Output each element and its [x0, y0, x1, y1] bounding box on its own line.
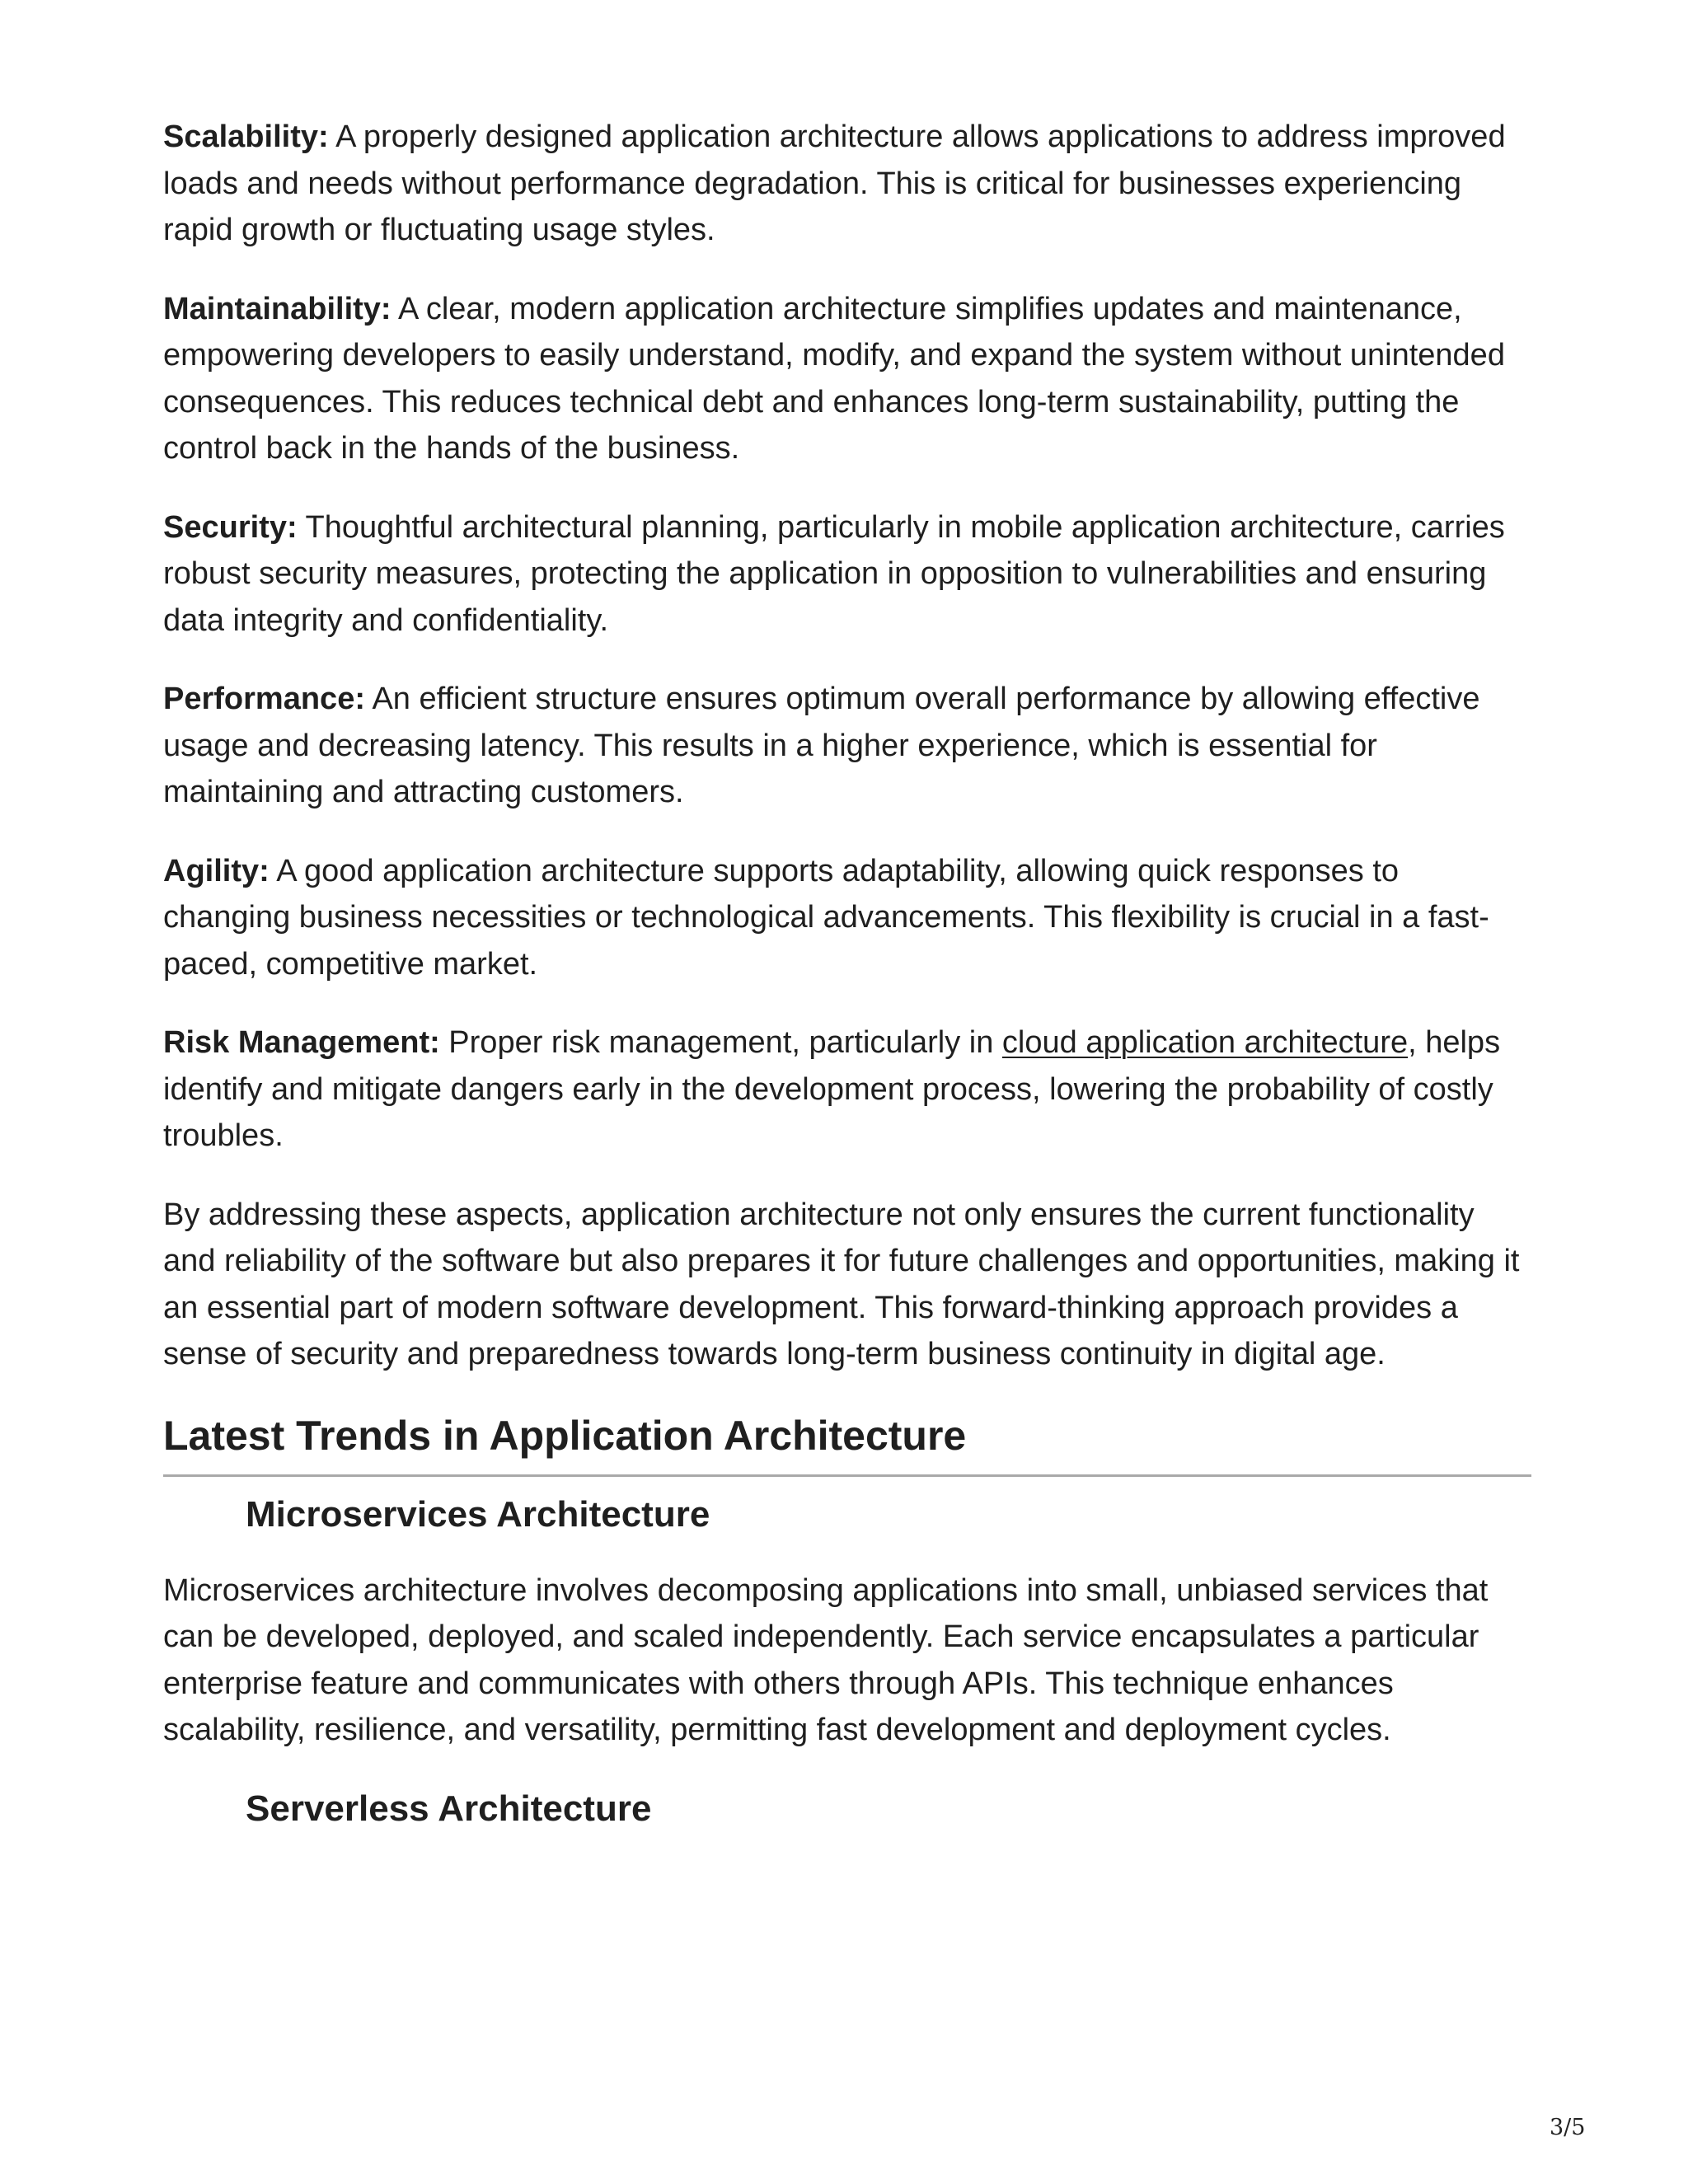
term-scalability: Scalability:	[163, 120, 329, 154]
text-risk-before: Proper risk management, particularly in	[439, 1025, 1002, 1060]
paragraph-microservices: Microservices architecture involves decomposing applications into small, unbiased services that can be developed, deployed, and scaled independently. Each service encapsulates a particular enterprise feature and communicates with others through APIs. This technique enhances scalability, resilience, and versatility, permitting fast development and deployment cycles.	[163, 1572, 1489, 1747]
article-body	[163, 114, 1531, 1862]
paragraph-risk-management	[163, 1019, 1531, 1160]
term-performance: Performance:	[163, 682, 365, 716]
text-performance: An efficient structure ensures optimum overall performance by allowing effective usage and decreasing latency. This results in a higher experience, which is essential for maintaining and attracting customers.	[163, 682, 1480, 809]
term-agility: Agility:	[163, 853, 270, 888]
paragraph-performance	[163, 676, 1531, 816]
cloud-application-architecture-link[interactable]: cloud application architecture	[1001, 1025, 1409, 1060]
subheading-serverless: Serverless Architecture	[246, 1788, 652, 1829]
page-number: 3/5	[1550, 2115, 1586, 2140]
subheading-microservices: Microservices Architecture	[246, 1493, 710, 1535]
text-agility: A good application architecture supports adaptability, allowing quick responses to changing business necessities or technological advancements. This flexibility is crucial in a fast-paced, competitive market.	[163, 853, 1489, 982]
paragraph-agility	[163, 848, 1531, 988]
paragraph-security	[163, 504, 1531, 644]
paragraph-scalability	[163, 114, 1531, 254]
term-security: Security:	[163, 509, 298, 545]
paragraph-maintainability	[163, 286, 1531, 472]
term-maintainability: Maintainability:	[163, 291, 392, 326]
section-heading-latest-trends: Latest Trends in Application Architecture	[163, 1410, 1531, 1477]
paragraph-summary: By addressing these aspects, application architecture not only ensures the current functionality and reliability of the software but also prepares it for future challenges and opportunities, making it an essential part of modern software development. This forward-thinking approach provides a sense of security and preparedness towards long-term business continuity in digital age.	[163, 1197, 1520, 1371]
text-security: Thoughtful architectural planning, particularly in mobile application architecture, carries robust security measures, protecting the application in opposition to vulnerabilities and ensuring data integrity and confidentiality.	[163, 509, 1505, 638]
term-risk-management: Risk Management:	[163, 1025, 440, 1060]
text-maintainability: A clear, modern application architecture simplifies updates and maintenance, empowering developers to easily understand, modify, and expand the system without unintended consequences. This reduces technical debt and enhances long-term sustainability, putting the control back in the hands of the business.	[163, 291, 1505, 466]
text-scalability: A properly designed application architecture allows applications to address improved loads and needs without performance degradation. This is critical for businesses experiencing rapid growth or fluctuating usage styles.	[163, 120, 1506, 247]
text-risk-after: , helps identify and mitigate dangers early in the development process, lowering the probability of costly troubles.	[163, 1025, 1501, 1153]
